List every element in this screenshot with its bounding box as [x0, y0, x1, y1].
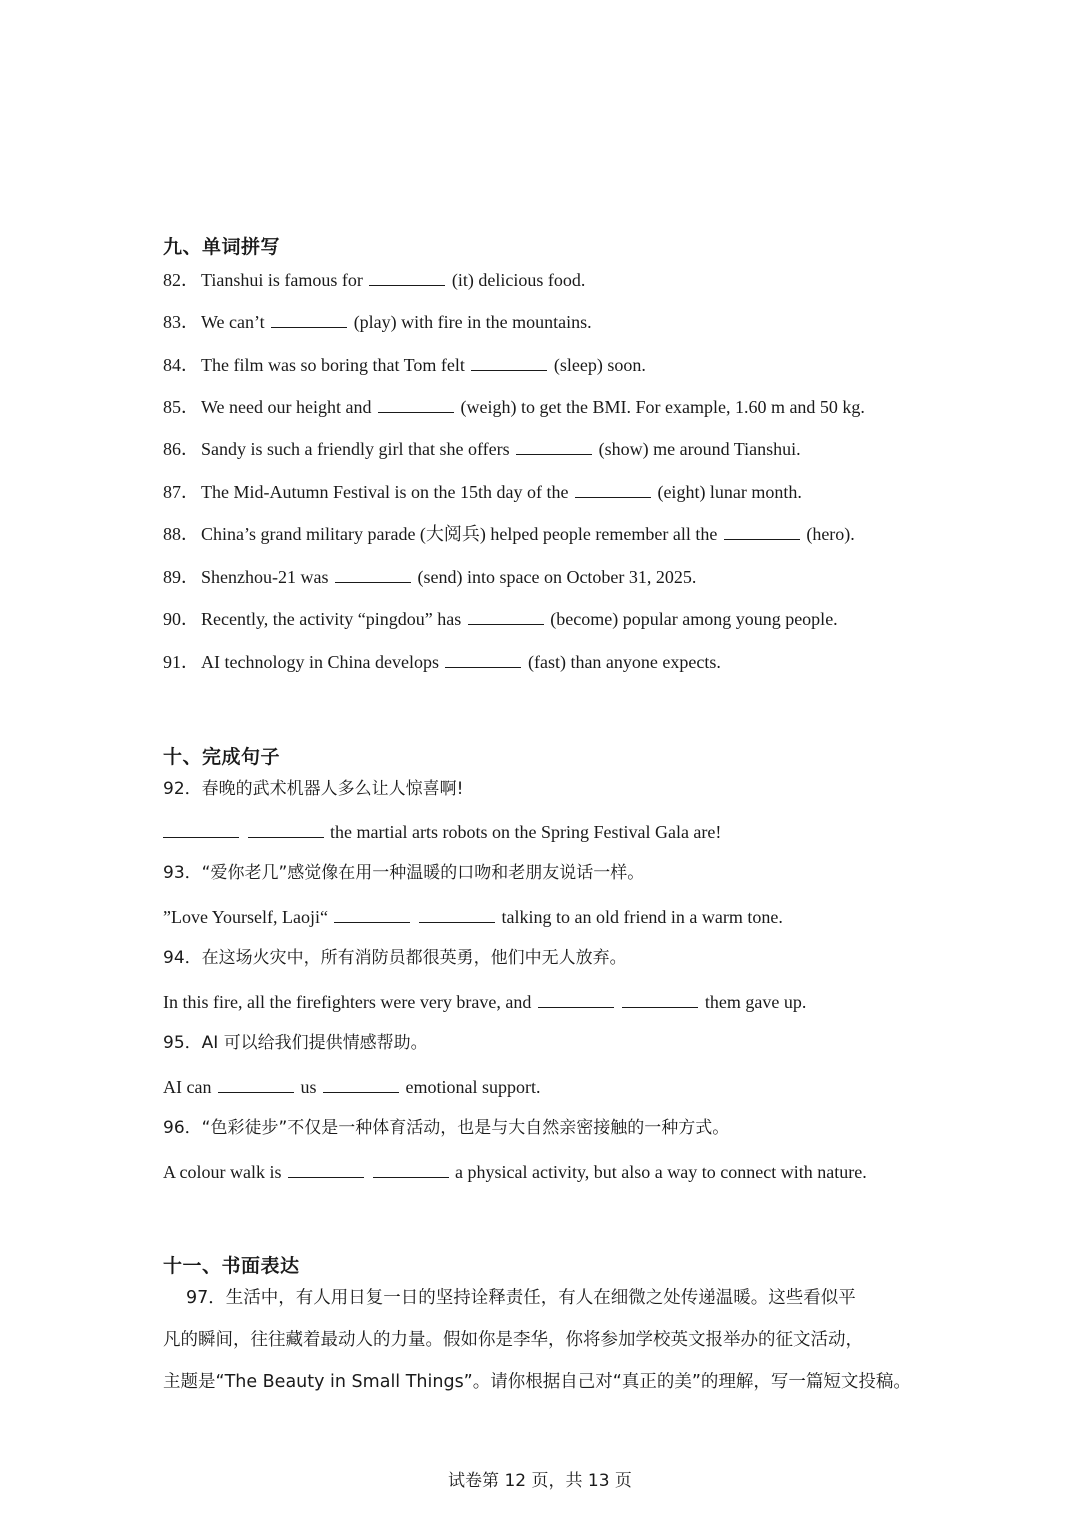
question-97-line-1: 97．生活中，有人用日复一日的坚持诠释责任，有人在细微之处传递温暖。这些看似平	[186, 1288, 856, 1308]
question-number: 88．	[163, 524, 199, 544]
answer-blank[interactable]	[335, 565, 411, 583]
section-title-complete-sentences: 十、完成句子	[163, 746, 281, 768]
question-89: 89． Shenzhou-21 was (send) into space on October 31, 2025.	[163, 567, 697, 587]
answer-blank[interactable]	[369, 268, 445, 286]
question-86: 86． Sandy is such a friendly girl that she offers (show) me around Tianshui.	[163, 439, 801, 459]
answer-blank[interactable]	[468, 607, 544, 625]
question-96-sentence: A colour walk is a physical activity, but also a way to connect with nature.	[163, 1162, 867, 1182]
section-title-word-spelling: 九、单词拼写	[163, 236, 281, 258]
question-number: 87．	[163, 482, 199, 502]
question-93-prompt: 93．“爱你老几”感觉像在用一种温暖的口吻和老朋友说话一样。	[163, 863, 645, 883]
question-88: 88． China’s grand military parade (大阅兵) helped people remember all the (hero).	[163, 524, 855, 544]
question-92-prompt: 92．春晚的武术机器人多么让人惊喜啊!	[163, 779, 464, 799]
question-number: 86．	[163, 439, 199, 459]
question-number: 84．	[163, 355, 199, 375]
question-92-sentence: the martial arts robots on the Spring Festival Gala are!	[163, 820, 721, 843]
question-82: 82． Tianshui is famous for (it) delicious food.	[163, 270, 586, 290]
question-83: 83． We can’t (play) with fire in the mountains.	[163, 312, 592, 332]
answer-blank[interactable]	[445, 650, 521, 668]
answer-blank[interactable]	[575, 480, 651, 498]
answer-blank[interactable]	[419, 905, 495, 923]
question-96-prompt: 96．“色彩徒步”不仅是一种体育活动，也是与大自然亲密接触的一种方式。	[163, 1118, 730, 1138]
question-number: 95．	[163, 1033, 202, 1053]
answer-blank[interactable]	[378, 395, 454, 413]
question-87: 87． The Mid-Autumn Festival is on the 15th day of the (eight) lunar month.	[163, 482, 802, 502]
question-number: 93．	[163, 863, 202, 883]
section-title-writing: 十一、书面表达	[163, 1255, 300, 1277]
answer-blank[interactable]	[248, 820, 324, 838]
question-number: 94．	[163, 948, 202, 968]
question-94-prompt: 94．在这场火灾中，所有消防员都很英勇，他们中无人放弃。	[163, 948, 627, 968]
question-97-line-2: 凡的瞬间，往往藏着最动人的力量。假如你是李华，你将参加学校英文报举办的征文活动，	[163, 1330, 863, 1350]
question-number: 96．	[163, 1118, 202, 1138]
answer-blank[interactable]	[471, 353, 547, 371]
page-footer: 试卷第 12 页，共 13 页	[448, 1471, 632, 1491]
answer-blank[interactable]	[538, 990, 614, 1008]
question-93-sentence: ”Love Yourself, Laoji“ talking to an old friend in a warm tone.	[163, 907, 783, 927]
answer-blank[interactable]	[218, 1075, 294, 1093]
question-90: 90． Recently, the activity “pingdou” has (become) popular among young people.	[163, 609, 838, 629]
answer-blank[interactable]	[323, 1075, 399, 1093]
question-number: 90．	[163, 609, 199, 629]
answer-blank[interactable]	[373, 1160, 449, 1178]
answer-blank[interactable]	[516, 437, 592, 455]
question-95-sentence: AI can us emotional support.	[163, 1077, 541, 1097]
question-91: 91． AI technology in China develops (fast) than anyone expects.	[163, 652, 721, 672]
answer-blank[interactable]	[163, 820, 239, 838]
question-85: 85． We need our height and (weigh) to get the BMI. For example, 1.60 m and 50 kg.	[163, 397, 865, 417]
question-94-sentence: In this fire, all the firefighters were very brave, and them gave up.	[163, 992, 807, 1012]
question-84: 84． The film was so boring that Tom felt (sleep) soon.	[163, 355, 646, 375]
question-number: 92．	[163, 779, 202, 799]
question-number: 82．	[163, 270, 199, 290]
answer-blank[interactable]	[622, 990, 698, 1008]
question-95-prompt: 95．AI 可以给我们提供情感帮助。	[163, 1033, 428, 1053]
answer-blank[interactable]	[271, 310, 347, 328]
question-number: 83．	[163, 312, 199, 332]
question-number: 91．	[163, 652, 199, 672]
question-number: 85．	[163, 397, 199, 417]
question-97-line-3: 主题是“The Beauty in Small Things”。请你根据自己对“真正的美”的理解，写一篇短文投稿。	[163, 1372, 911, 1392]
answer-blank[interactable]	[724, 522, 800, 540]
question-number: 89．	[163, 567, 199, 587]
answer-blank[interactable]	[334, 905, 410, 923]
answer-blank[interactable]	[288, 1160, 364, 1178]
